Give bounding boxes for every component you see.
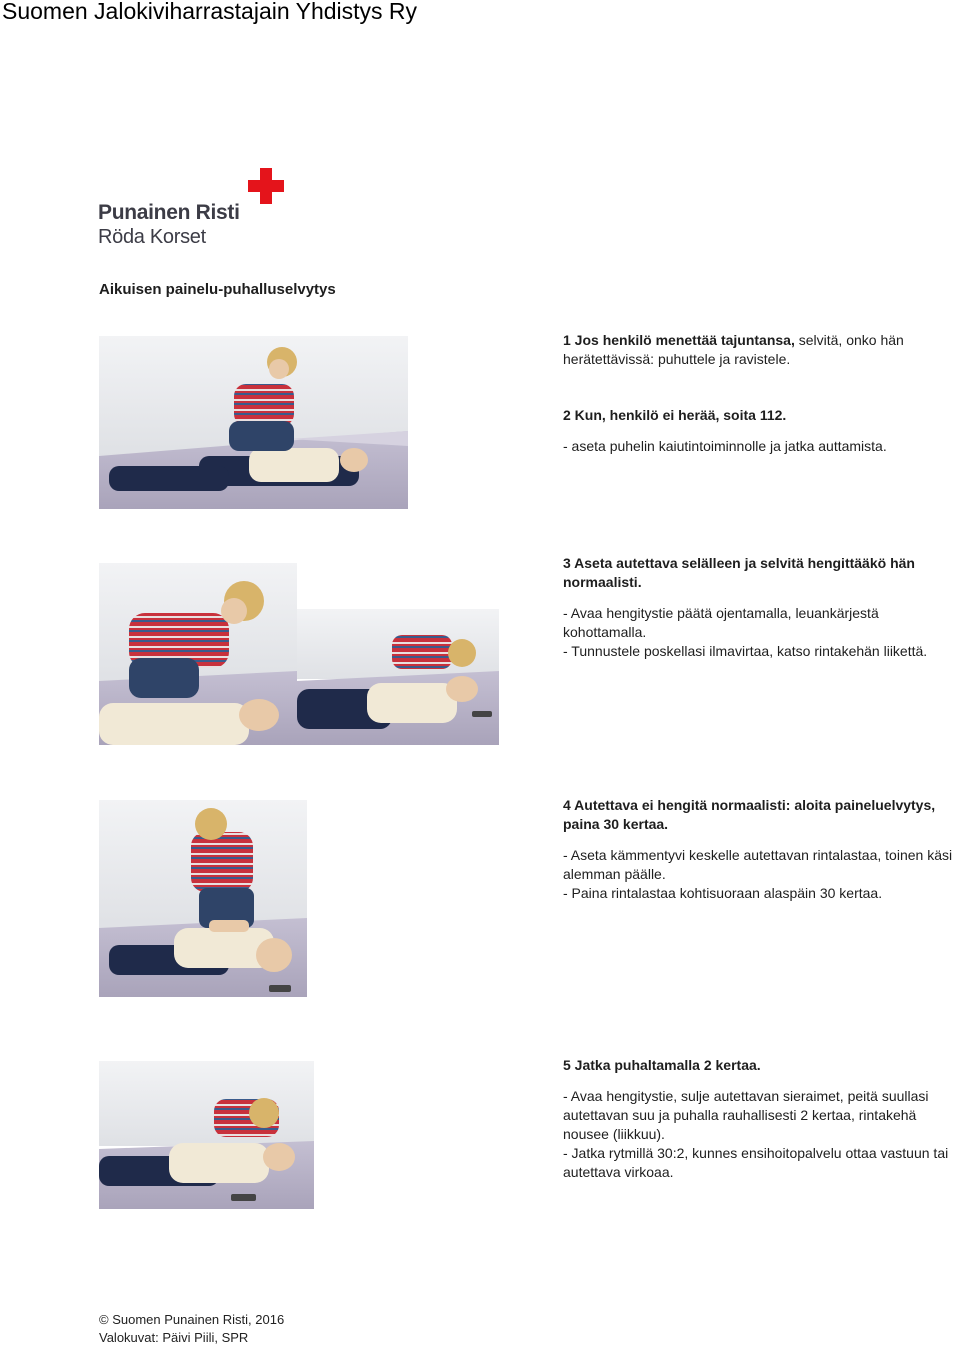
copyright-text: © Suomen Punainen Risti, 2016 [99,1312,285,1327]
photo-check-breathing-2 [297,609,499,745]
step-2-heading: 2 Kun, henkilö ei herää, soita 112. [563,407,787,423]
photo-credit-text: Valokuvat: Päivi Piili, SPR [99,1330,249,1345]
step-4-heading: 4 Autettava ei hengitä normaalisti: aloita paineluelvytys, paina 30 kertaa. [563,797,936,832]
step-2 [563,406,955,456]
step-5-heading: 5 Jatka puhaltamalla 2 kertaa. [563,1057,761,1073]
document-title: Aikuisen painelu-puhalluselvytys [99,281,336,298]
step-4-body: - Aseta kämmentyvi keskelle autettavan rintalastaa, toinen käsi alemman päälle. - Paina rintalastaa kohtisuoraan alaspäin 30 kertaa. [563,847,953,901]
footer [99,1311,284,1347]
step-3 [563,554,955,661]
logo-text-finnish: Punainen Risti [98,201,240,224]
red-cross-icon [248,168,284,204]
step-3-heading: 3 Aseta autettava selälleen ja selvitä hengittääkö hän normaalisti. [563,555,915,590]
step-1-heading-rest: selvitä, onko hän herätettävissä: puhuttele ja ravistele. [563,332,904,367]
photo-chest-compressions [99,800,307,997]
step-5-body: - Avaa hengitystie, sulje autettavan sieraimet, peitä suullasi autettavan suu ja puhalla rauhallisesti 2 kertaa, rintakehä nousee (liikkuu). - Jatka rytmillä 30:2, kunnes ensihoitopalvelu ottaa vastuun tai autettava virkoaa. [563,1088,949,1180]
photo-rescue-breaths [99,1061,314,1209]
step-4 [563,796,955,903]
step-2-body: - aseta puhelin kaiutintoiminnolle ja jatka auttamista. [563,438,887,454]
step-1 [563,331,955,369]
step-3-body: - Avaa hengitystie päätä ojentamalla, leuankärjestä kohottamalla. - Tunnustele poskellasi ilmavirtaa, katso rintakehän liikettä. [563,605,928,659]
red-cross-logo [98,168,298,250]
photo-call-emergency [99,336,408,509]
photo-check-breathing-1 [99,563,297,745]
logo-text-swedish: Röda Korset [98,226,206,248]
document-header: Suomen Jalokiviharrastajain Yhdistys Ry [2,0,418,24]
step-5 [563,1056,955,1182]
step-1-heading: 1 Jos henkilö menettää tajuntansa, [563,332,795,348]
